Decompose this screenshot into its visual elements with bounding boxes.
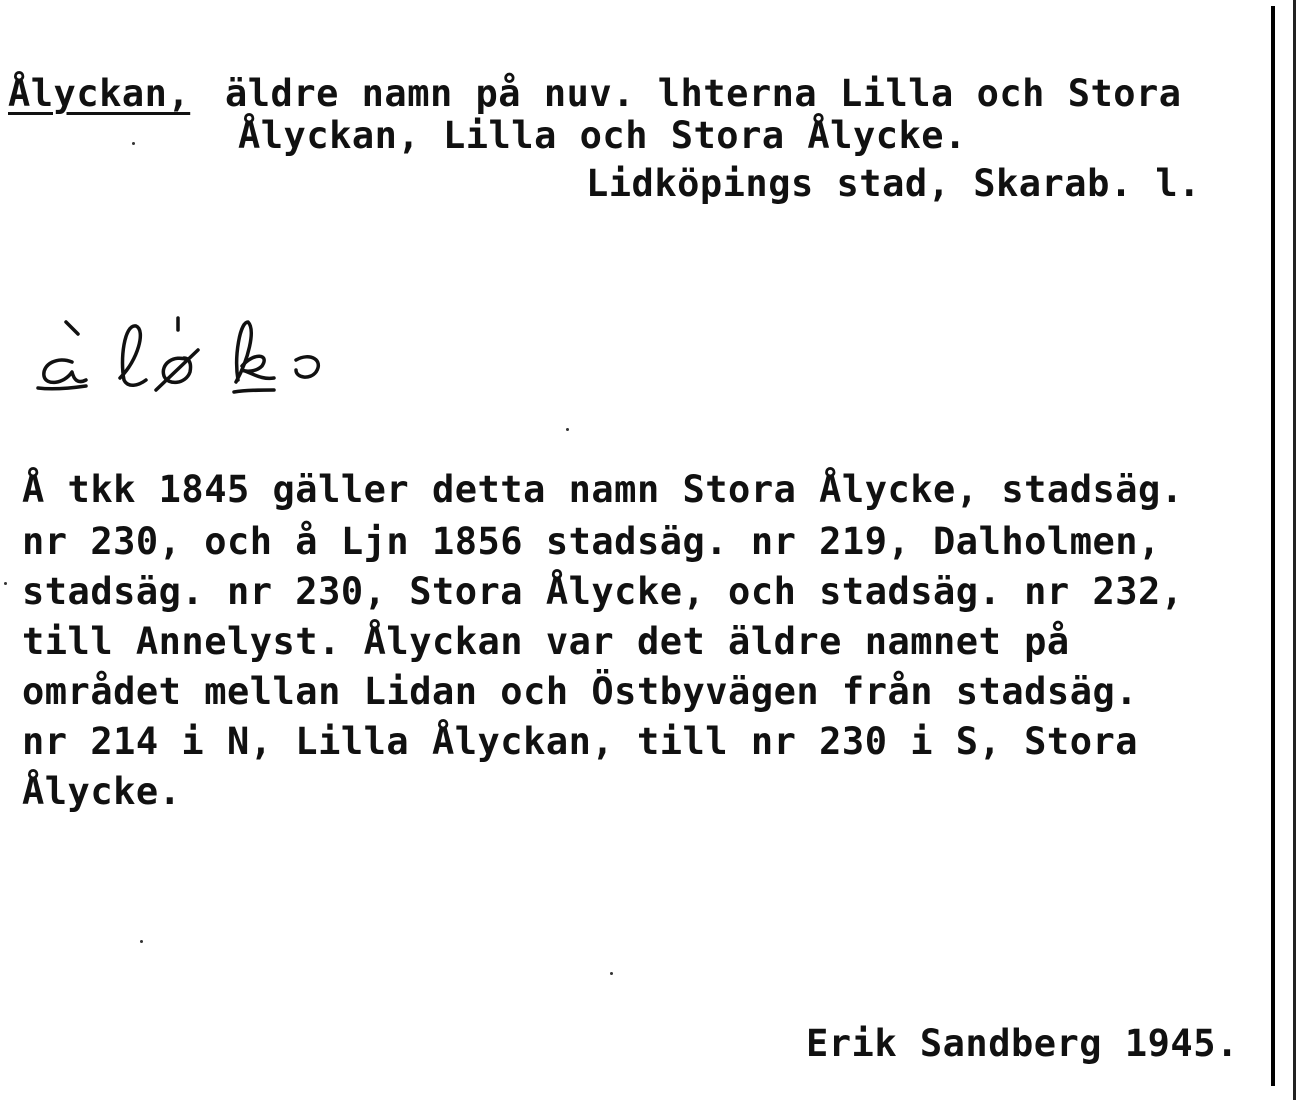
header-definition: äldre namn på nuv. lhterna Lilla och Stora — [225, 72, 1182, 115]
card-edge-rule — [1271, 6, 1275, 1086]
scan-speck — [140, 940, 143, 943]
location-line: Lidköpings stad, Skarab. l. — [586, 162, 1201, 205]
scan-speck — [4, 582, 7, 585]
body-line: Å tkk 1845 gäller detta namn Stora Ålycke, stadsäg. — [22, 468, 1184, 511]
headword: Ålyckan, — [8, 72, 191, 115]
signature: Erik Sandberg 1945. — [806, 1022, 1239, 1065]
body-line: nr 214 i N, Lilla Ålyckan, till nr 230 i S, Stora — [22, 720, 1139, 763]
body-line: till Annelyst. Ålyckan var det äldre namnet på — [22, 620, 1070, 663]
card-edge-rule-outer — [1293, 0, 1296, 1100]
body-line: Ålycke. — [22, 770, 182, 813]
scan-speck — [610, 972, 613, 975]
handwritten-pronunciation-icon — [28, 300, 348, 410]
header-line-2: Ålyckan, Lilla och Stora Ålycke. — [238, 114, 967, 157]
body-line: nr 230, och å Ljn 1856 stadsäg. nr 219, Dalholmen, — [22, 520, 1161, 563]
header-line-1 — [8, 70, 1182, 118]
scan-speck — [132, 142, 135, 145]
body-line: stadsäg. nr 230, Stora Ålycke, och stadsäg. nr 232, — [22, 570, 1184, 613]
scan-speck — [566, 428, 569, 431]
body-line: området mellan Lidan och Östbyvägen från stadsäg. — [22, 670, 1139, 713]
